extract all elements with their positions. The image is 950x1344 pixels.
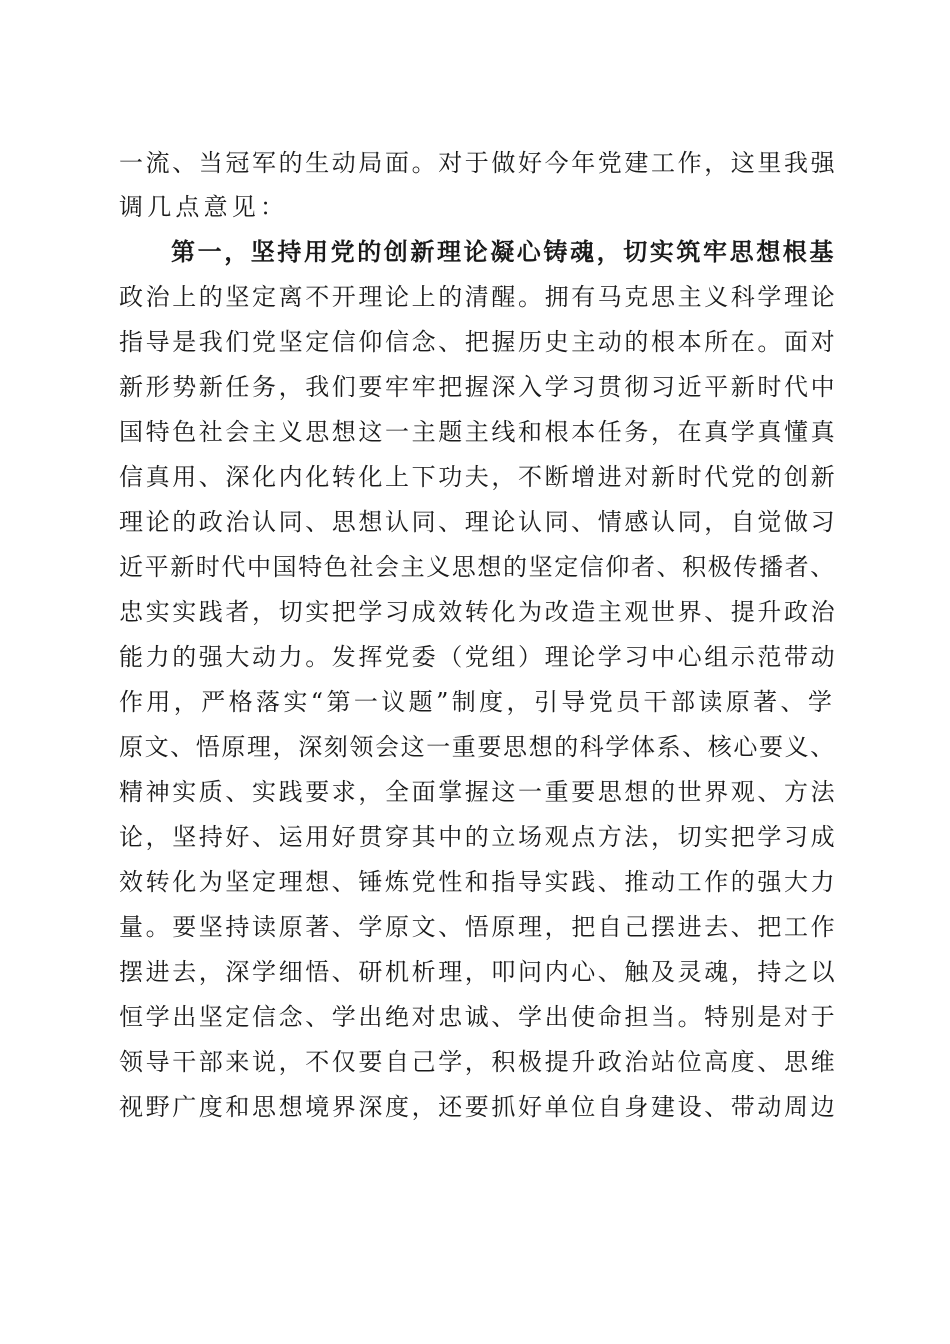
text-line: 调几点意见： [119,193,289,221]
text-line: 理论的政治认同、思想认同、理论认同、情感认同，自觉做习 [119,508,838,536]
text-line: 论，坚持好、运用好贯穿其中的立场观点方法，切实把学习成 [119,823,838,851]
text-line: 一流、当冠军的生动局面。对于做好今年党建工作，这里我强 [119,149,838,177]
text-line: 新形势新任务，我们要牢牢把握深入学习贯彻习近平新时代中 [119,373,838,401]
section-heading: 第一，坚持用党的创新理论凝心铸魂，切实筑牢思想根基 [171,237,836,266]
text-line: 信真用、深化内化转化上下功夫，不断增进对新时代党的创新 [119,463,838,491]
text-line: 视野广度和思想境界深度，还要抓好单位自身建设、带动周边 [119,1093,838,1121]
text-line: 政治上的坚定离不开理论上的清醒。拥有马克思主义科学理论 [119,283,838,311]
text-line: 领导干部来说，不仅要自己学，积极提升政治站位高度、思维 [119,1048,838,1076]
text-line: 指导是我们党坚定信仰信念、把握历史主动的根本所在。面对 [119,328,838,356]
text-line: 能力的强大动力。发挥党委（党组）理论学习中心组示范带动 [119,643,838,671]
text-line: 效转化为坚定理想、锤炼党性和指导实践、推动工作的强大力 [119,868,838,896]
text-line: 近平新时代中国特色社会主义思想的坚定信仰者、积极传播者、 [119,553,836,581]
text-line: 精神实质、实践要求，全面掌握这一重要思想的世界观、方法 [119,778,838,806]
text-line: 原文、悟原理，深刻领会这一重要思想的科学体系、核心要义、 [119,733,836,761]
text-line: 作用，严格落实“第一议题”制度，引导党员干部读原著、学 [119,688,836,716]
text-line: 量。要坚持读原著、学原文、悟原理，把自己摆进去、把工作 [119,913,838,941]
text-line: 恒学出坚定信念、学出绝对忠诚、学出使命担当。特别是对于 [119,1003,838,1031]
text-line: 忠实实践者，切实把学习成效转化为改造主观世界、提升政治 [119,598,838,626]
text-line: 国特色社会主义思想这一主题主线和根本任务，在真学真懂真 [119,418,838,446]
text-line: 摆进去，深学细悟、研机析理，叩问内心、触及灵魂，持之以 [119,958,838,986]
